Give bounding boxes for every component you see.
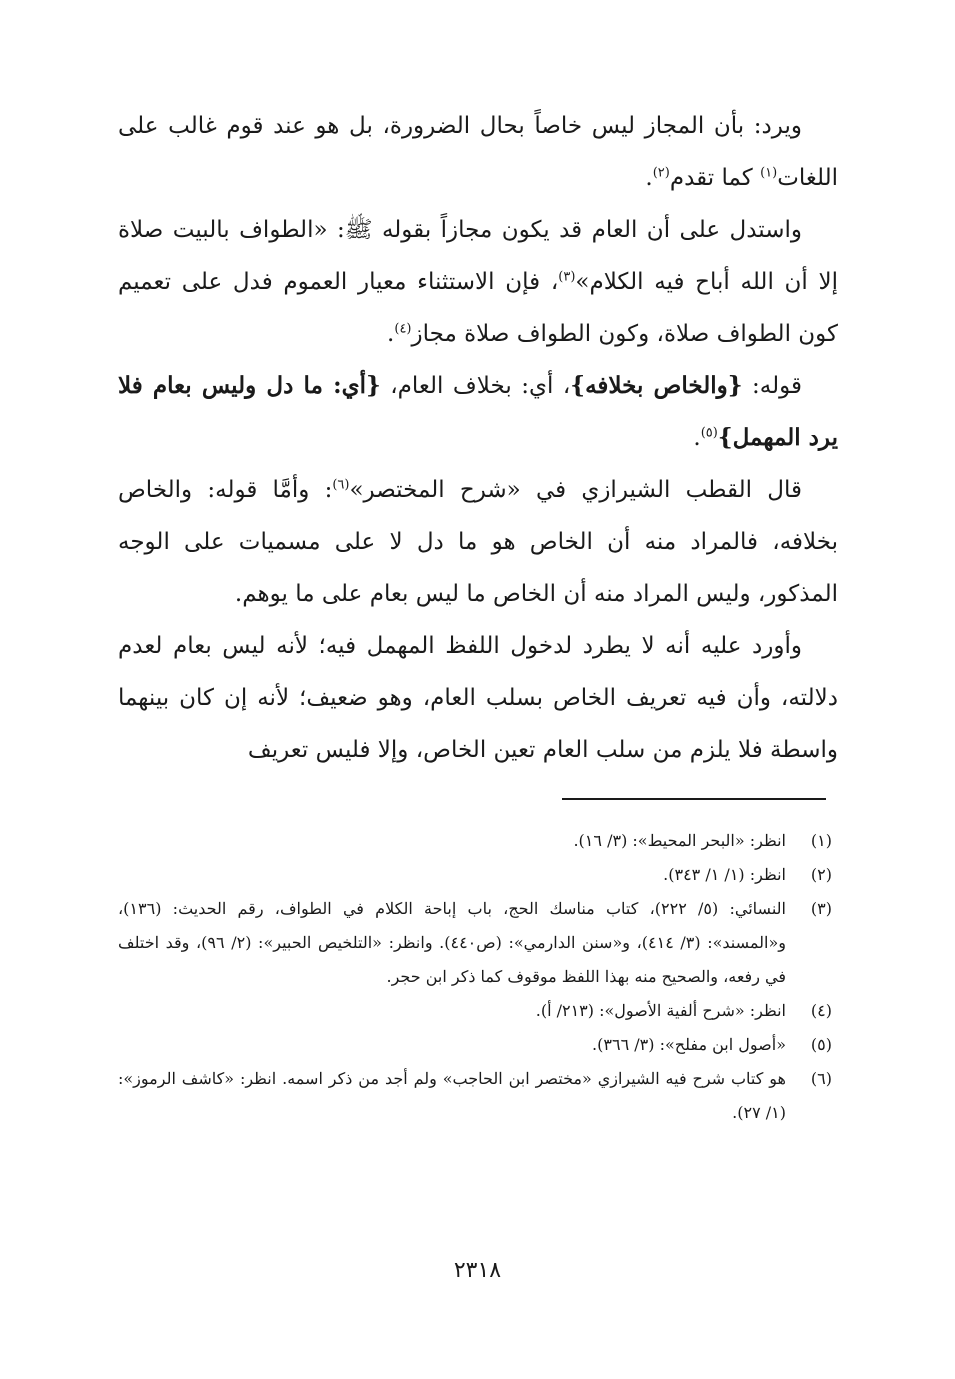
- page-number: ٢٣١٨: [453, 1258, 502, 1283]
- footnote-1: [118, 824, 836, 858]
- footnotes: [118, 824, 836, 1130]
- paragraph-2-end: .: [387, 321, 395, 347]
- paragraph-1-mid: كما تقدم: [669, 165, 761, 191]
- footnote-number: (٦): [810, 1069, 832, 1088]
- paragraph-4: [118, 464, 838, 620]
- footnote-ref-6[interactable]: (٦): [332, 477, 350, 493]
- paragraph-1: [118, 100, 838, 204]
- paragraph-3-mid: ، أي: بخلاف العام،: [380, 373, 571, 399]
- paragraph-1-text: ويرد: بأن المجاز ليس خاصاً بحال الضرورة، بل هو عند قوم غالب على اللغات: [118, 113, 838, 191]
- paragraph-5: [118, 620, 838, 776]
- footnote-2: [118, 858, 836, 892]
- footnote-text: «أصول ابن مفلح»: (٣/ ٣٦٦).: [592, 1035, 786, 1054]
- footnote-number: (٣): [810, 899, 832, 918]
- paragraph-3: [118, 360, 838, 464]
- footnote-4: [118, 994, 836, 1028]
- footnote-text: النسائي: (٥/ ٢٢٢)، كتاب مناسك الحج، باب إباحة الكلام في الطواف، رقم الحديث: (١٣٦)، و«المسند»: (٣/ ٤١٤)، و«سنن الدارمي»: (ص٤٤٠). وانظر: «التلخيص الحبير»: (٢/ ٩٦)، وقد اختلف في رفعه، والصحيح منه بهذا اللفظ موقوف كما ذكر ابن حجر.: [118, 899, 786, 986]
- footnote-number: (١): [810, 831, 832, 850]
- footnote-text: انظر: (١/ ١/ ٣٤٣).: [663, 865, 786, 884]
- footnote-text: انظر: «البحر المحيط»: (٣/ ١٦).: [573, 831, 786, 850]
- paragraph-2: [118, 204, 838, 360]
- footnote-text: هو كتاب شرح فيه الشيرازي «مختصر ابن الحاجب» ولم أجد من ذكر اسمه. انظر: «كاشف الرموز»: (١/ ٢٧).: [118, 1069, 786, 1122]
- main-text: [118, 100, 838, 776]
- footnote-number: (٥): [810, 1035, 832, 1054]
- paragraph-3-end: .: [693, 425, 701, 451]
- paragraph-4-text: قال القطب الشيرازي في «شرح المختصر»: [349, 477, 802, 503]
- footnote-ref-2[interactable]: (٢): [652, 165, 670, 181]
- footnote-3: [118, 892, 836, 994]
- footnote-ref-1[interactable]: (١): [760, 165, 778, 181]
- paragraph-3-intro: قوله:: [742, 373, 802, 399]
- footnote-ref-4[interactable]: (٤): [394, 321, 412, 337]
- footnote-separator: [562, 798, 826, 800]
- paragraph-1-end: .: [645, 165, 653, 191]
- footnote-text: انظر: «شرح ألفية الأصول»: (٢١٣/ أ).: [535, 1001, 786, 1020]
- paragraph-4-rest: : وأمَّا قوله: والخاص بخلافه، فالمراد منه أن الخاص هو ما دل لا على مسميات على الوجه المذكور، وليس المراد منه أن الخاص ما ليس بعام على ما يوهم.: [118, 477, 838, 607]
- matn-quote-1: {والخاص بخلافه}: [570, 372, 743, 399]
- footnote-ref-3[interactable]: (٣): [558, 269, 576, 285]
- footnote-number: (٤): [810, 1001, 832, 1020]
- paragraph-2-text: واستدل على أن العام قد يكون مجازاً بقوله ﷺ: «الطواف بالبيت صلاة إلا أن الله أباح فيه الكلام»: [118, 217, 838, 295]
- matn-quote-2: {أي: ما دل وليس بعام فلا يرد المهمل}: [118, 372, 838, 451]
- paragraph-5-text: وأورد عليه أنه لا يطرد لدخول اللفظ المهمل فيه؛ لأنه ليس بعام لعدم دلالته، وأن فيه تعريف الخاص بسلب العام، وهو ضعيف؛ لأنه إن كان بينهما واسطة فلا يلزم من سلب العام تعين الخاص، وإلا فليس تعريف: [118, 633, 838, 763]
- footnote-number: (٢): [810, 865, 832, 884]
- footnote-ref-5[interactable]: (٥): [700, 425, 718, 441]
- footnote-5: [118, 1028, 836, 1062]
- paragraph-2-mid: ، فإن الاستثناء معيار العموم فدل على تعميم كون الطواف صلاة، وكون الطواف صلاة مجاز: [118, 269, 838, 347]
- footnote-6: [118, 1062, 836, 1130]
